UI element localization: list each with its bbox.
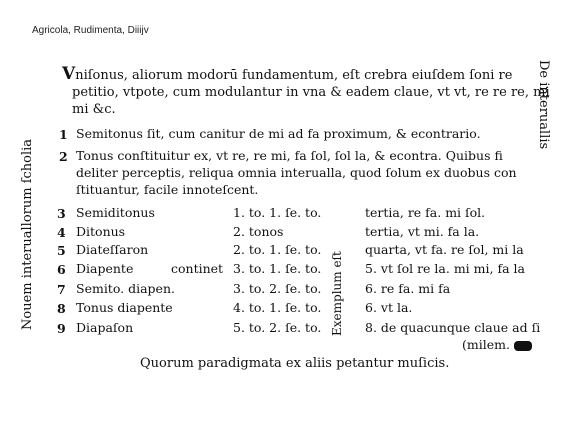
side-note-right: De interuallis bbox=[536, 60, 551, 150]
row-9-composition: 5. to. 2. ſe. to. bbox=[233, 320, 322, 335]
intro-line-3: mi &c. bbox=[72, 102, 116, 117]
drop-cap: V bbox=[62, 64, 76, 84]
row-5-number: 5 bbox=[57, 243, 66, 258]
row-6-name: Diapente bbox=[76, 261, 134, 276]
row-4-composition: 2. tonos bbox=[233, 224, 284, 239]
row-4-name: Ditonus bbox=[76, 224, 126, 239]
intro-line-1 bbox=[62, 66, 532, 84]
row-3-example: tertia, re fa. mi ſol. bbox=[365, 205, 486, 220]
row-5-example: quarta, vt fa. re ſol, mi la bbox=[365, 242, 524, 257]
row-4-number: 4 bbox=[57, 225, 66, 240]
row-6-number: 6 bbox=[57, 262, 66, 277]
row-9-name: Diapaſon bbox=[76, 320, 134, 335]
side-note-left: Nouem interuallorum ſcholia bbox=[20, 138, 35, 330]
item-2-number: 2 bbox=[59, 149, 68, 164]
intro-line-1-text: niſonus, aliorum modorū fundamentum, eſt crebra eiuſdem ſoni re bbox=[75, 68, 513, 83]
row-8-composition: 4. to. 1. ſe. to. bbox=[233, 300, 322, 315]
row-7-number: 7 bbox=[57, 282, 66, 297]
side-note-middle: Exemplum eſt bbox=[330, 251, 344, 336]
row-3-composition: 1. to. 1. ſe. to. bbox=[233, 205, 322, 220]
closing-sentence: Quorum paradigmata ex aliis petantur muſicis. bbox=[140, 356, 450, 371]
ink-blot bbox=[514, 341, 532, 351]
item-1-text: Semitonus ſit, cum canitur de mi ad fa proximum, & econtrario. bbox=[76, 126, 481, 141]
item-2-line-3: ſtituantur, facile innoteſcent. bbox=[76, 182, 259, 197]
item-2-line-1: Tonus conſtituitur ex, vt re, re mi, fa ſol, ſol la, & econtra. Quibus fi bbox=[76, 148, 503, 163]
item-2-line-2: deliter perceptis, reliqua omnia interualla, quod ſolum ex duobus con bbox=[76, 165, 517, 180]
intro-line-2: petitio, vtpote, cum modulantur in vna & eadem claue, vt vt, re re re, mi bbox=[72, 85, 550, 100]
row-8-example: 6. vt la. bbox=[365, 300, 413, 315]
row-9-example-continuation bbox=[462, 337, 532, 352]
row-8-name: Tonus diapente bbox=[76, 300, 173, 315]
row-6-composition: 3. to. 1. ſe. to. bbox=[233, 261, 322, 276]
row-7-example: 6. re fa. mi fa bbox=[365, 281, 451, 296]
row-4-example: tertia, vt mi. fa la. bbox=[365, 224, 480, 239]
row-8-number: 8 bbox=[57, 301, 66, 316]
example-tail-text: (milem. bbox=[462, 337, 510, 352]
row-7-composition: 3. to. 2. ſe. to. bbox=[233, 281, 322, 296]
row-3-number: 3 bbox=[57, 206, 66, 221]
item-1-number: 1 bbox=[59, 127, 68, 142]
row-9-example: 8. de quacunque claue ad ſi bbox=[365, 320, 541, 335]
row-9-number: 9 bbox=[57, 321, 66, 336]
row-7-name: Semito. diapen. bbox=[76, 281, 175, 296]
row-3-name: Semiditonus bbox=[76, 205, 155, 220]
row-5-name: Diateſſaron bbox=[76, 242, 149, 257]
row-6-example: 5. vt ſol re la. mi mi, fa la bbox=[365, 261, 525, 276]
row-5-composition: 2. to. 1. ſe. to. bbox=[233, 242, 322, 257]
row-6-verb: continet bbox=[171, 261, 224, 276]
page-header: Agricola, Rudimenta, Diiijv bbox=[32, 25, 149, 36]
